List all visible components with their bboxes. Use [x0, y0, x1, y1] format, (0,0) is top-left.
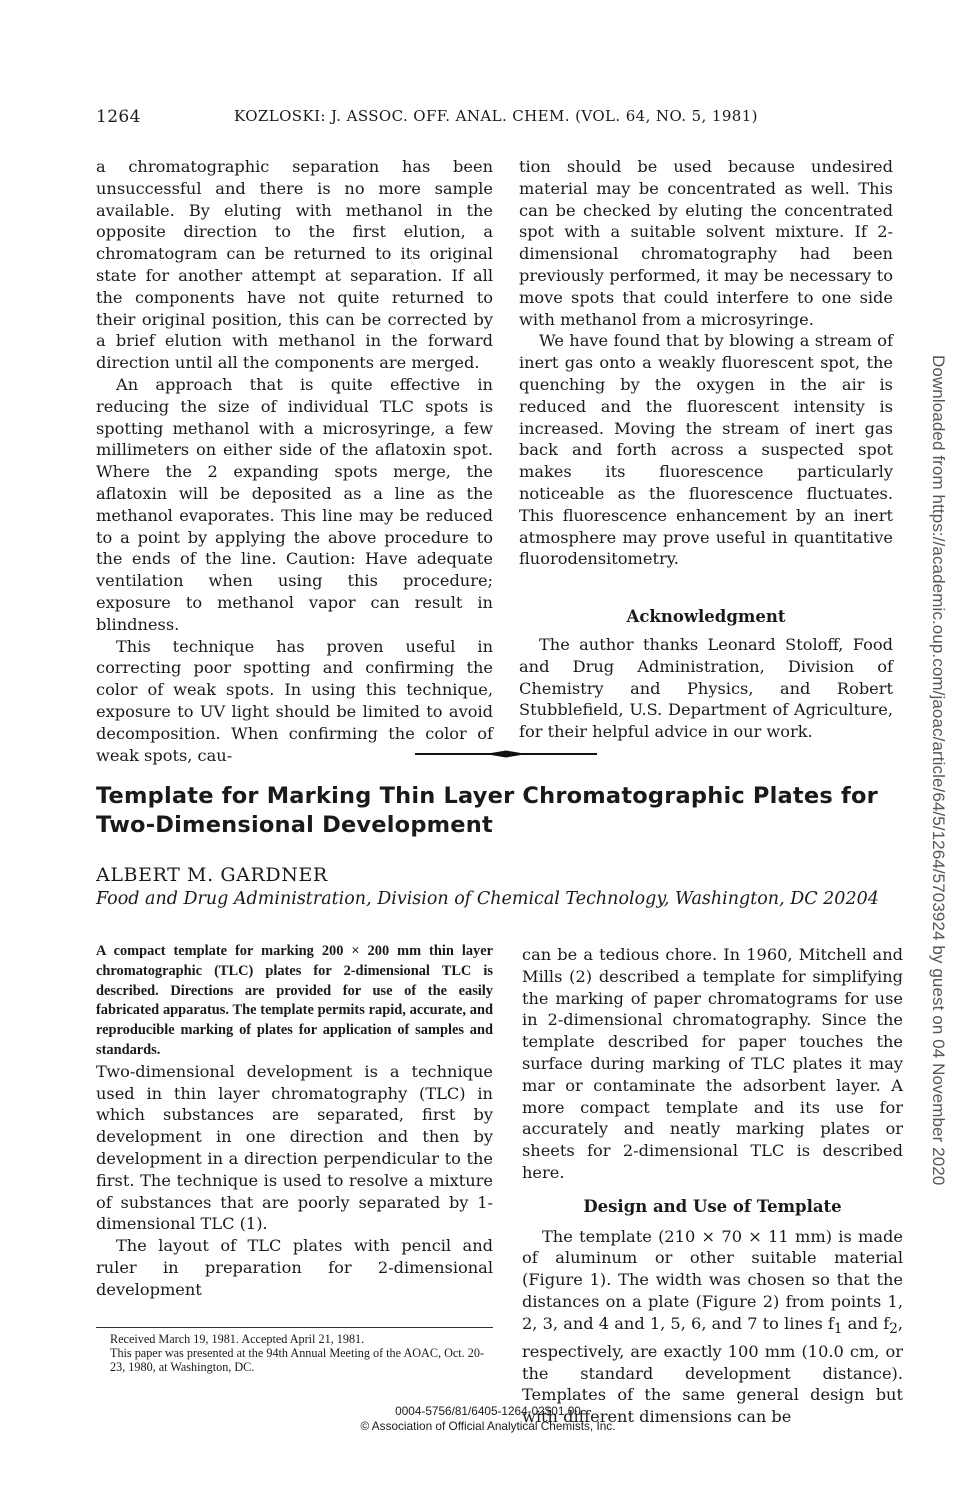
- running-head: KOZLOSKI: J. ASSOC. OFF. ANAL. CHEM. (VOL. 64, NO. 5, 1981): [234, 107, 758, 125]
- section-heading: Design and Use of Template: [583, 1196, 842, 1216]
- footnote-received: Received March 19, 1981. Accepted April 21, 1981.: [110, 1332, 365, 1346]
- body-paragraph: can be a tedious chore. In 1960, Mitchell and Mills (2) described a template for simplifying the marking of paper chromatograms for use in 2-dimensional chromatography. Since the template described for paper touches the surface during marking of TLC plates it may mar or contaminate the adsorbent layer. A more compact template and its use for accurately and neatly marking plates or sheets for 2-dimensional TLC is described here.: [522, 945, 903, 1182]
- footnote-rule: [96, 1327, 493, 1328]
- publication-code: 0004-5756/81/6405-1264-02$01.00: [395, 1404, 581, 1418]
- article-divider: [415, 748, 597, 760]
- abstract: A compact template for marking 200 × 200 mm thin layer chromatographic (TLC) plates for 2-dimensional TLC is described. Directions are provided for use of the easily fabricated apparatus. The template permits rapid, accurate, and reproducible marking of plates for application of samples and standards.: [96, 943, 493, 1058]
- subscript: 1: [833, 1320, 843, 1337]
- body-paragraph: [522, 1226, 903, 1428]
- article-title: [96, 782, 896, 840]
- prev-article-right-column: [519, 156, 893, 743]
- subscript: 2: [889, 1320, 898, 1337]
- text-run: The template (210 × 70 × 11 mm) is made of aluminum or other suitable material (Figure 1). The width was chosen so that the distances on a plate (Figure 2) from points 1, 2, 3, and 4 and 1, 5, 6, and 7 to lines f: [522, 1226, 903, 1333]
- copyright: © Association of Official Analytical Chemists, Inc.: [360, 1419, 616, 1433]
- text-run: , respectively, are exactly 100 mm (10.0 cm, or the standard development distance). Templates of the same general design but with different dimensions can be: [522, 1313, 903, 1427]
- article-title-line: Template for Marking Thin Layer Chromatographic Plates for: [96, 783, 878, 809]
- body-paragraph: a chromatographic separation has been unsuccessful and there is no more sample available. By eluting with methanol in the opposite direction to the first elution, a chromatogram can be returned to its original state for another attempt at separation. If all the components have not quite returned to their original position, this can be corrected by a brief elution with methanol in the forward direction until all the components are merged.: [96, 157, 493, 373]
- page-number: 1264: [96, 107, 141, 127]
- body-paragraph: The layout of TLC plates with pencil and ruler in preparation for 2-dimensional development: [96, 1236, 493, 1299]
- body-paragraph: tion should be used because undesired material may be concentrated as well. This can be checked by eluting the concentrated spot with a suitable solvent mixture. If 2-dimensional chromatography had been previously performed, it may be necessary to move spots that could interfere to one side with methanol from a microsyringe.: [519, 157, 893, 329]
- footnote-presented: This paper was presented at the 94th Annual Meeting of the AOAC, Oct. 20-23, 1980, at Washington, DC.: [110, 1346, 485, 1374]
- article-title-line: Two-Dimensional Development: [96, 812, 493, 838]
- body-paragraph: An approach that is quite effective in reducing the size of individual TLC spots is spotting methanol with a microsyringe, a few millimeters on either side of the aflatoxin spot. Where the 2 expanding spots merge, the aflatoxin will be deposited as a line as the methanol evaporates. This line may be reduced to a point by applying the above procedure to the ends of the line. Caution: Have adequate ventilation when using this procedure; exposure to methanol vapor can result in blindness.: [96, 374, 493, 634]
- acknowledgment-heading: Acknowledgment: [626, 607, 786, 627]
- body-paragraph: Two-dimensional development is a technique used in thin layer chromatography (TLC) in which substances are separated, first by development in one direction and then by development in a direction perpendicular to the first. The technique is used to resolve a mixture of substances that are poorly separated by 1-dimensional TLC (1).: [96, 1061, 493, 1234]
- article-right-column: [522, 944, 903, 1428]
- author-name: ALBERT M. GARDNER: [96, 864, 328, 886]
- prev-article-left-column: [96, 156, 493, 766]
- running-header: [96, 107, 886, 129]
- body-paragraph: This technique has proven useful in correcting poor spotting and confirming the color of weak spots. In using this technique, exposure to UV light should be limited to avoid decomposition. When confirming the color of weak spots, cau-: [96, 636, 493, 765]
- download-watermark: Downloaded from https://academic.oup.com/jaoac/article/64/5/1264/5703924 by guest on 04 November 2020: [929, 355, 948, 1186]
- article-left-column: [96, 942, 493, 1301]
- footnote: [96, 1332, 496, 1374]
- body-paragraph: We have found that by blowing a stream of inert gas onto a weakly fluorescent spot, the quenching by the oxygen in the air is reduced and the fluorescent intensity is increased. Moving the stream of inert gas back and forth across a suspected spot makes its fluorescence particularly noticeable as the fluorescence fluctuates. This fluorescence enhancement by an inert atmosphere may prove useful in quantitative fluorodensitometry.: [519, 331, 893, 569]
- author-affiliation: Food and Drug Administration, Division of Chemical Technology, Washington, DC 20204: [96, 889, 879, 909]
- text-run: and f: [842, 1313, 890, 1333]
- acknowledgment-text: The author thanks Leonard Stoloff, Food and Drug Administration, Division of Chemistry and Physics, and Robert Stubblefield, U.S. Department of Agriculture, for their helpful advice in our work.: [519, 634, 893, 742]
